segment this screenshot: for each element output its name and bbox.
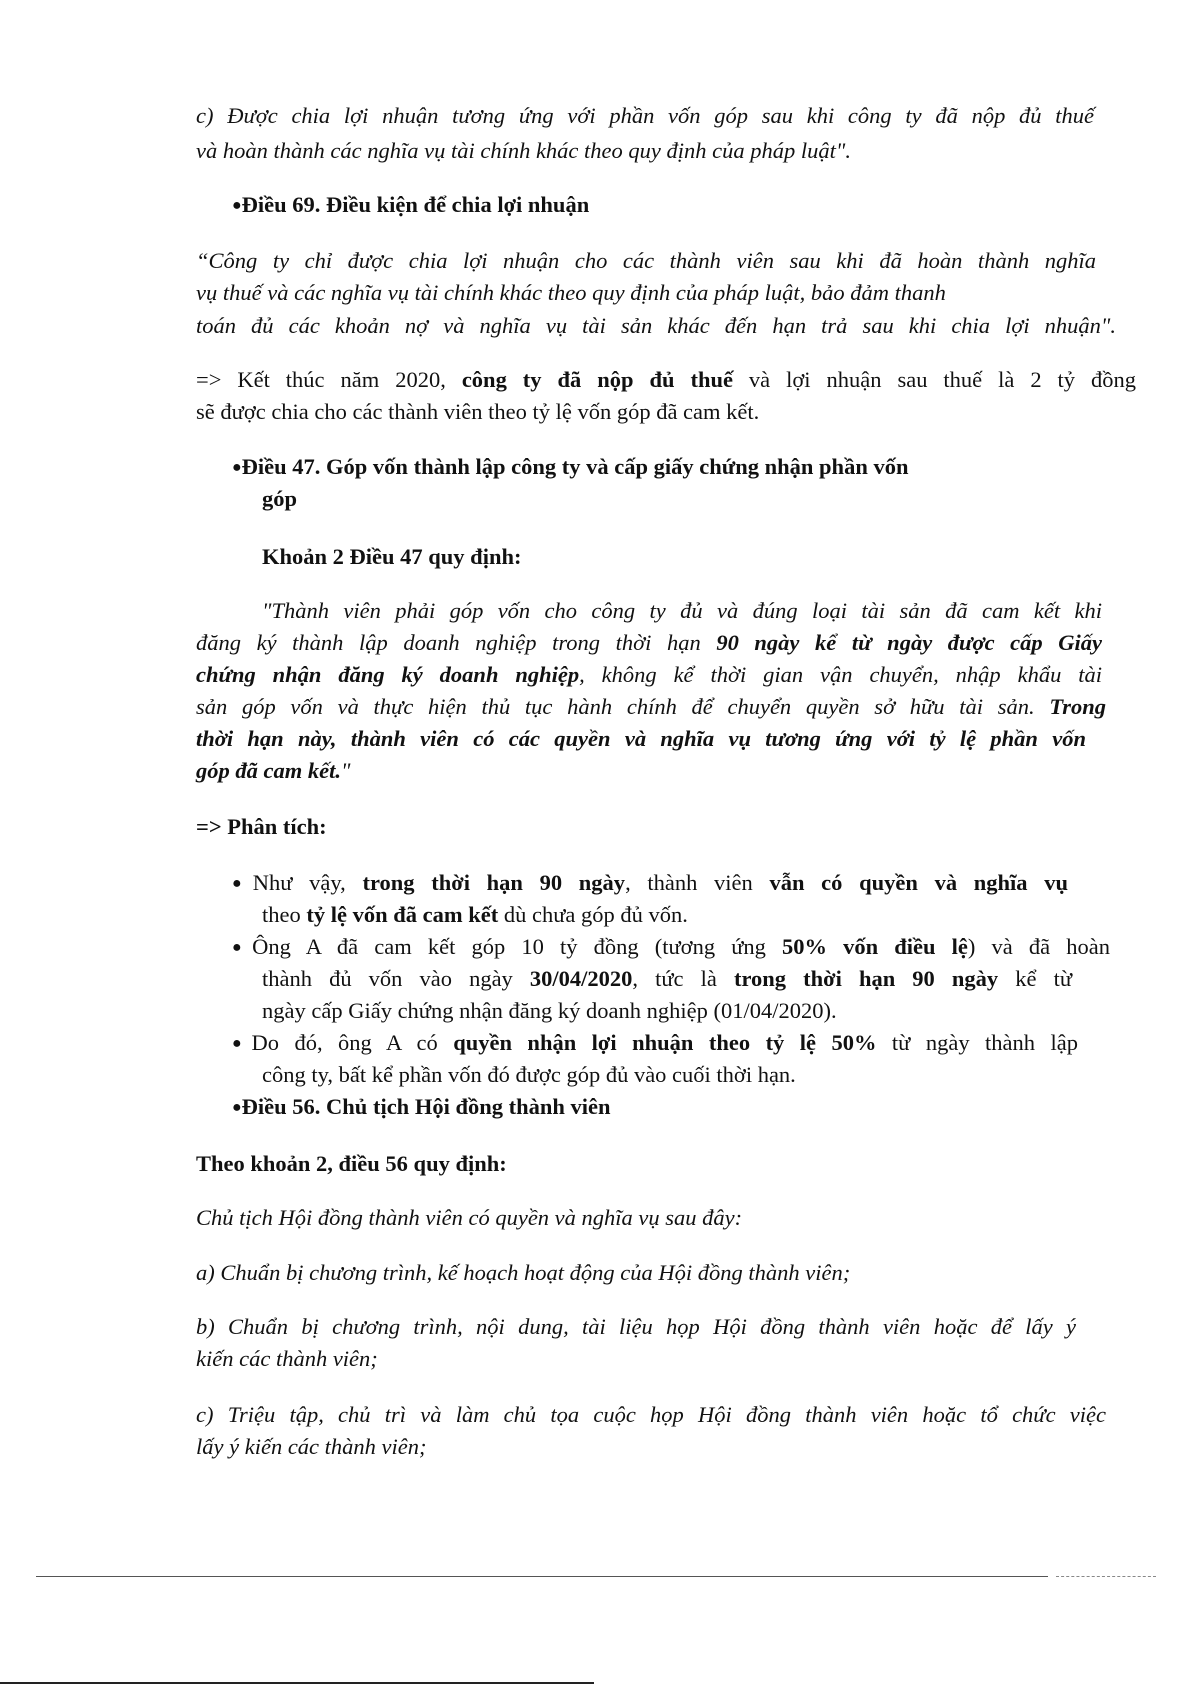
text-run: Trong [1049,694,1106,719]
bullet-icon: ● [232,1099,242,1116]
text-line-2 [196,140,851,163]
text-run: c) Được chia lợi nhuận tương ứng với phần vốn góp sau khi công ty đã nộp đủ thuế [196,103,1094,128]
text-line-17 [196,760,350,783]
text-run: toán đủ các khoản nợ và nghĩa vụ tài sản khác đến hạn trả sau khi chia lợi nhuận". [196,313,1116,338]
text-line-13 [196,632,1102,655]
text-run: vụ thuế và các nghĩa vụ tài chính khác theo quy định của pháp luật, bảo đảm thanh [196,280,946,305]
text-line-31 [196,1348,378,1371]
text-line-26 [232,1096,611,1119]
text-run: "Thành viên phải góp vốn cho công ty đủ và đúng loại tài sản đã cam kết khi [262,598,1102,623]
text-line-28 [196,1207,742,1230]
text-run: Chủ tịch Hội đồng thành viên có quyền và nghĩa vụ sau đây: [196,1205,743,1230]
page-bottom-edge [0,1682,594,1684]
text-line-14 [196,664,1102,687]
text-line-15 [196,696,1106,719]
text-run: a) Chuẩn bị chương trình, kế hoạch hoạt động của Hội đồng thành viên; [196,1260,851,1285]
bullet-icon: ● [232,197,242,214]
text-run: ) và đã hoàn [967,934,1110,959]
text-run: lấy ý kiến các thành viên; [196,1434,427,1459]
text-line-30 [196,1316,1076,1339]
text-run: => Kết thúc năm 2020, [196,367,462,392]
text-line-16 [196,728,1086,751]
text-line-27 [196,1153,507,1176]
text-run: Do đó, ông A có [251,1030,454,1055]
text-run: công ty đã nộp đủ thuế [461,367,733,392]
bullet-icon: ● [232,939,253,956]
text-run: ngày cấp Giấy chứng nhận đăng ký doanh nghiệp (01/04/2020). [262,998,837,1023]
text-line-24 [232,1032,1078,1055]
footer-divider [36,1576,1048,1577]
text-run: kể từ [998,966,1073,991]
text-run: thời hạn này, thành viên có các quyền và nghĩa vụ tương ứng với tỷ lệ phần vốn [196,726,1086,751]
text-line-4 [196,250,1096,273]
text-line-19 [232,872,1068,895]
text-line-6 [196,315,1116,338]
text-line-11 [262,546,521,569]
text-run: trong thời hạn 90 ngày [733,966,999,991]
text-run: “Công ty chỉ được chia lợi nhuận cho các thành viên sau khi đã hoàn thành nghĩa [196,248,1096,273]
text-line-12 [262,600,1102,623]
text-run: c) Triệu tập, chủ trì và làm chủ tọa cuộc họp Hội đồng thành viên hoặc tổ chức việc [196,1402,1106,1427]
text-run: sản góp vốn và thực hiện thủ tục hành chính để chuyển quyền sở hữu tài sản. [196,694,1050,719]
footer-divider-dashes [1056,1576,1156,1578]
bullet-icon: ● [232,459,242,476]
text-run: dù chưa góp đủ vốn. [498,902,688,927]
text-run: tỷ lệ vốn đã cam kết [306,902,499,927]
text-run: đăng ký thành lập doanh nghiệp trong thời hạn [196,630,717,655]
text-line-7 [196,369,1136,392]
text-run: trong thời hạn 90 ngày [362,870,626,895]
text-line-32 [196,1404,1106,1427]
text-run: Khoản 2 Điều 47 quy định: [262,544,522,569]
text-run: và lợi nhuận sau thuế là 2 tỷ đồng [732,367,1137,392]
text-run: 90 ngày kể từ ngày được cấp Giấy [716,630,1102,655]
text-run: công ty, bất kể phần vốn đó được góp đủ vào cuối thời hạn. [262,1062,796,1087]
text-run: Như vậy, [252,870,363,895]
text-run: quyền nhận lợi nhuận theo tỷ lệ 50% [453,1030,877,1055]
text-line-22 [262,968,1072,991]
text-run: Điều 69. Điều kiện để chia lợi nhuận [241,192,590,217]
text-run: góp [262,486,298,511]
text-line-1 [196,105,1094,128]
text-run: , thành viên [625,870,770,895]
text-line-5 [196,282,946,305]
text-line-33 [196,1436,427,1459]
text-run: b) Chuẩn bị chương trình, nội dung, tài liệu họp Hội đồng thành viên hoặc để lấy ý [196,1314,1076,1339]
text-run: Điều 56. Chủ tịch Hội đồng thành viên [241,1094,611,1119]
text-line-3 [232,194,589,217]
bullet-icon: ● [232,1035,252,1052]
text-run: 50% vốn điều lệ [782,934,968,959]
text-line-23 [262,1000,837,1023]
text-run: vẫn có quyền và nghĩa vụ [769,870,1068,895]
text-line-21 [232,936,1110,959]
text-line-10 [262,488,297,511]
text-run: và hoàn thành các nghĩa vụ tài chính khác theo quy định của pháp luật". [196,138,851,163]
text-run: " [340,758,351,783]
text-run: chứng nhận đăng ký doanh nghiệp [196,662,580,687]
text-run: 30/04/2020 [529,966,633,991]
text-line-18 [196,816,327,839]
text-line-29 [196,1262,850,1285]
text-line-8 [196,401,759,424]
text-run: Ông A đã cam kết góp 10 tỷ đồng (tương ứng [252,934,783,959]
text-run: Theo khoản 2, điều 56 quy định: [196,1151,507,1176]
text-line-9 [232,456,908,479]
text-run: theo [262,902,307,927]
text-run: từ ngày thành lập [876,1030,1078,1055]
text-run: sẽ được chia cho các thành viên theo tỷ lệ vốn góp đã cam kết. [196,399,760,424]
text-run: thành đủ vốn vào ngày [262,966,530,991]
text-run: góp đã cam kết. [196,758,341,783]
text-run: , tức là [632,966,734,991]
text-run: => Phân tích: [196,814,327,839]
text-run: , không kể thời gian vận chuyển, nhập khẩu tài [579,662,1102,687]
text-run: Điều 47. Góp vốn thành lập công ty và cấp giấy chứng nhận phần vốn [241,454,909,479]
text-line-25 [262,1064,796,1087]
text-line-20 [262,904,688,927]
text-run: kiến các thành viên; [196,1346,378,1371]
bullet-icon: ● [232,875,253,892]
